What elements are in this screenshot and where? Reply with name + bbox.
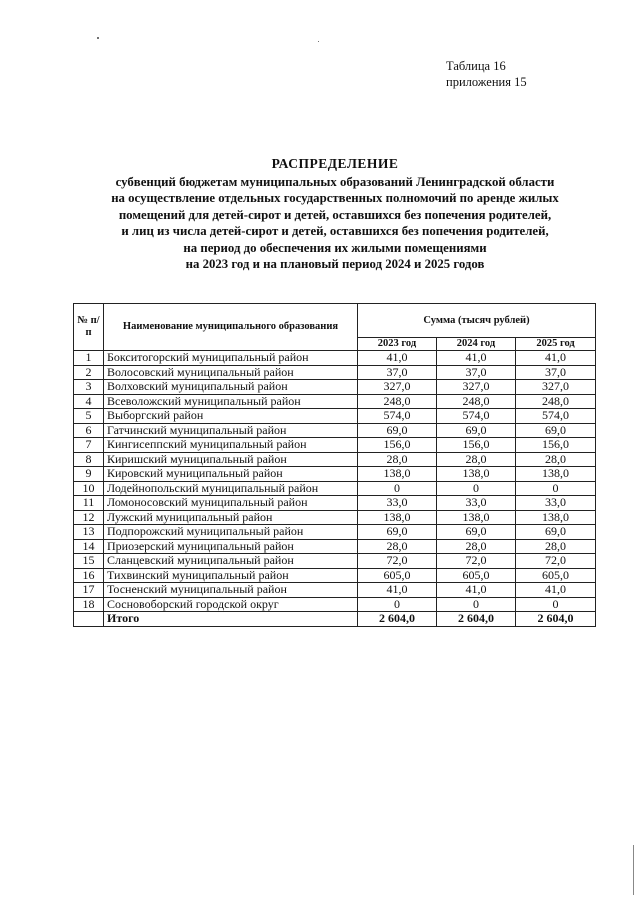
row-value-2025: 28,0 xyxy=(516,539,596,554)
row-value-2025: 138,0 xyxy=(516,510,596,525)
row-municipality-name: Лодейнопольский муниципальный район xyxy=(104,481,358,496)
table-row xyxy=(74,510,596,525)
table-row xyxy=(74,597,596,612)
scan-edge-mark xyxy=(633,845,634,895)
row-value-2024: 33,0 xyxy=(437,496,516,511)
row-value-2024: 605,0 xyxy=(437,568,516,583)
row-municipality-name: Волховский муниципальный район xyxy=(104,380,358,395)
row-municipality-name: Гатчинский муниципальный район xyxy=(104,423,358,438)
reference-appendix-number: приложения 15 xyxy=(446,75,527,89)
row-value-2023: 0 xyxy=(358,481,437,496)
header-year-2023: 2023 год xyxy=(358,338,437,351)
table-row xyxy=(74,409,596,424)
row-value-2024: 574,0 xyxy=(437,409,516,424)
row-value-2025: 72,0 xyxy=(516,554,596,569)
row-municipality-name: Лужский муниципальный район xyxy=(104,510,358,525)
row-number: 7 xyxy=(74,438,104,453)
row-value-2023: 33,0 xyxy=(358,496,437,511)
row-value-2023: 69,0 xyxy=(358,525,437,540)
row-number: 17 xyxy=(74,583,104,598)
total-number-cell xyxy=(74,612,104,627)
total-2023: 2 604,0 xyxy=(358,612,437,627)
row-number: 4 xyxy=(74,394,104,409)
row-value-2024: 248,0 xyxy=(437,394,516,409)
header-municipality-name: Наименование муниципального образования xyxy=(104,304,358,351)
title-line: и лиц из числа детей-сирот и детей, оставшихся без попечения родителей, xyxy=(121,224,549,238)
table-row xyxy=(74,583,596,598)
row-value-2023: 28,0 xyxy=(358,452,437,467)
row-municipality-name: Бокситогорский муниципальный район xyxy=(104,351,358,366)
table-row xyxy=(74,568,596,583)
scan-speck xyxy=(318,41,319,42)
row-value-2025: 28,0 xyxy=(516,452,596,467)
distribution-table xyxy=(73,303,596,627)
row-number: 12 xyxy=(74,510,104,525)
row-number: 11 xyxy=(74,496,104,511)
row-number: 8 xyxy=(74,452,104,467)
row-value-2023: 327,0 xyxy=(358,380,437,395)
row-number: 5 xyxy=(74,409,104,424)
row-value-2023: 28,0 xyxy=(358,539,437,554)
row-value-2025: 138,0 xyxy=(516,467,596,482)
row-value-2023: 37,0 xyxy=(358,365,437,380)
row-value-2023: 138,0 xyxy=(358,510,437,525)
row-value-2024: 138,0 xyxy=(437,510,516,525)
table-row xyxy=(74,380,596,395)
header-number: № п/п xyxy=(74,304,104,351)
title-line: на осуществление отдельных государственных полномочий по аренде жилых xyxy=(111,191,559,205)
row-value-2024: 69,0 xyxy=(437,525,516,540)
row-value-2024: 0 xyxy=(437,481,516,496)
header-year-2025: 2025 год xyxy=(516,338,596,351)
row-number: 9 xyxy=(74,467,104,482)
title-line: на 2023 год и на плановый период 2024 и 2025 годов xyxy=(185,257,485,271)
scan-speck xyxy=(97,37,99,39)
table-header-row xyxy=(74,304,596,338)
row-value-2024: 156,0 xyxy=(437,438,516,453)
row-value-2023: 574,0 xyxy=(358,409,437,424)
total-2025: 2 604,0 xyxy=(516,612,596,627)
row-number: 15 xyxy=(74,554,104,569)
table-row xyxy=(74,365,596,380)
table-row xyxy=(74,423,596,438)
row-municipality-name: Тихвинский муниципальный район xyxy=(104,568,358,583)
table-row xyxy=(74,351,596,366)
row-municipality-name: Сланцевский муниципальный район xyxy=(104,554,358,569)
row-value-2024: 69,0 xyxy=(437,423,516,438)
table-row xyxy=(74,539,596,554)
row-municipality-name: Кингисеппский муниципальный район xyxy=(104,438,358,453)
row-value-2024: 41,0 xyxy=(437,351,516,366)
row-value-2025: 248,0 xyxy=(516,394,596,409)
row-value-2025: 41,0 xyxy=(516,351,596,366)
table-row xyxy=(74,525,596,540)
title-line: помещений для детей-сирот и детей, оставшихся без попечения родителей, xyxy=(118,207,552,222)
row-value-2025: 0 xyxy=(516,481,596,496)
row-value-2023: 248,0 xyxy=(358,394,437,409)
reference-table-number: Таблица 16 xyxy=(446,59,506,73)
table-body xyxy=(74,351,596,612)
row-number: 16 xyxy=(74,568,104,583)
row-value-2025: 69,0 xyxy=(516,423,596,438)
header-year-2024: 2024 год xyxy=(437,338,516,351)
row-municipality-name: Приозерский муниципальный район xyxy=(104,539,358,554)
row-value-2023: 156,0 xyxy=(358,438,437,453)
row-value-2024: 138,0 xyxy=(437,467,516,482)
row-value-2023: 41,0 xyxy=(358,351,437,366)
row-value-2025: 605,0 xyxy=(516,568,596,583)
table-row xyxy=(74,452,596,467)
row-number: 2 xyxy=(74,365,104,380)
row-value-2023: 72,0 xyxy=(358,554,437,569)
table-row xyxy=(74,438,596,453)
row-municipality-name: Сосновоборский городской округ xyxy=(104,597,358,612)
title-heading: РАСПРЕДЕЛЕНИЕ xyxy=(271,156,399,171)
row-value-2025: 0 xyxy=(516,597,596,612)
header-sum: Сумма (тысяч рублей) xyxy=(358,304,596,338)
row-value-2024: 72,0 xyxy=(437,554,516,569)
total-label: Итого xyxy=(104,612,358,627)
row-municipality-name: Киришский муниципальный район xyxy=(104,452,358,467)
row-municipality-name: Подпорожский муниципальный район xyxy=(104,525,358,540)
row-value-2025: 327,0 xyxy=(516,380,596,395)
row-value-2025: 37,0 xyxy=(516,365,596,380)
row-value-2023: 41,0 xyxy=(358,583,437,598)
table-row xyxy=(74,496,596,511)
row-municipality-name: Всеволожский муниципальный район xyxy=(104,394,358,409)
row-value-2024: 37,0 xyxy=(437,365,516,380)
row-value-2025: 33,0 xyxy=(516,496,596,511)
table-row xyxy=(74,481,596,496)
table-row xyxy=(74,394,596,409)
row-value-2024: 327,0 xyxy=(437,380,516,395)
row-number: 18 xyxy=(74,597,104,612)
row-municipality-name: Кировский муниципальный район xyxy=(104,467,358,482)
table-row xyxy=(74,554,596,569)
total-2024: 2 604,0 xyxy=(437,612,516,627)
row-number: 6 xyxy=(74,423,104,438)
row-value-2025: 69,0 xyxy=(516,525,596,540)
row-value-2025: 41,0 xyxy=(516,583,596,598)
row-value-2023: 69,0 xyxy=(358,423,437,438)
row-number: 10 xyxy=(74,481,104,496)
row-value-2025: 156,0 xyxy=(516,438,596,453)
row-value-2024: 28,0 xyxy=(437,452,516,467)
row-number: 3 xyxy=(74,380,104,395)
row-municipality-name: Волосовский муниципальный район xyxy=(104,365,358,380)
row-value-2023: 605,0 xyxy=(358,568,437,583)
table-row xyxy=(74,467,596,482)
row-value-2023: 138,0 xyxy=(358,467,437,482)
row-value-2024: 28,0 xyxy=(437,539,516,554)
table-total-row xyxy=(74,612,596,627)
row-municipality-name: Выборгский район xyxy=(104,409,358,424)
row-value-2024: 0 xyxy=(437,597,516,612)
row-number: 13 xyxy=(74,525,104,540)
title-line: на период до обеспечения их жилыми помещениями xyxy=(183,240,487,255)
row-value-2025: 574,0 xyxy=(516,409,596,424)
table-reference xyxy=(446,58,527,90)
row-municipality-name: Тосненский муниципальный район xyxy=(104,583,358,598)
row-number: 1 xyxy=(74,351,104,366)
row-value-2024: 41,0 xyxy=(437,583,516,598)
row-number: 14 xyxy=(74,539,104,554)
row-value-2023: 0 xyxy=(358,597,437,612)
title-line: субвенций бюджетам муниципальных образований Ленинградской области xyxy=(115,174,555,189)
document-title xyxy=(60,156,610,273)
row-municipality-name: Ломоносовский муниципальный район xyxy=(104,496,358,511)
